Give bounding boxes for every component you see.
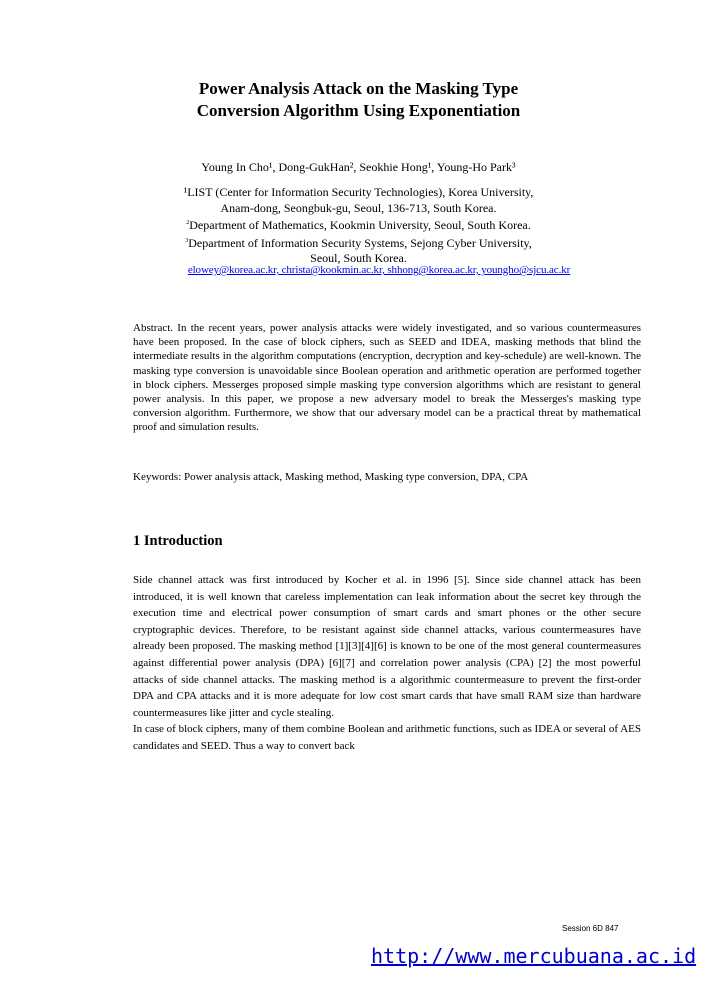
- paper-title: [0, 78, 717, 122]
- keywords: Keywords: Power analysis attack, Masking method, Masking type conversion, DPA, CPA: [133, 471, 529, 483]
- affiliation-line: ¹LIST (Center for Information Security Technologies), Korea University,: [183, 185, 534, 199]
- session-page-label: Session 6D 847: [562, 924, 619, 933]
- introduction-body: [133, 572, 641, 755]
- title-line-1: Power Analysis Attack on the Masking Type: [198, 79, 519, 98]
- intro-paragraph: Side channel attack was first introduced by Kocher et al. in 1996 [5]. Since side channel attack has been introduced, it is well known that careless implementation can leak information about the secret key through the execution time and electrical power consumption of smart cards and smart phones or the other secure cryptographic devices. Therefore, to be resistant against side channel attacks, various countermeasures have already been proposed. The masking method [1][3][4][6] is known to be one of the most general countermeasures against differential power analysis (DPA) [6][7] and correlation power analysis (CPA) [2] the most powerful attacks of side channel attacks. The masking method is a algorithmic countermeasure to prevent the first-order DPA and CPA attacks and it is more adequate for low cost smart cards that have small RAM size than hardware countermeasures like jitter and cycle stealing.: [133, 574, 641, 719]
- affiliation-line: Anam-dong, Seongbuk-gu, Seoul, 136-713, South Korea.: [220, 200, 497, 215]
- author-list: Young In Cho¹, Dong-GukHan², Seokhie Hong¹, Young-Ho Park³: [201, 160, 516, 174]
- affiliation-line: Seoul, South Korea.: [310, 251, 407, 265]
- section-heading-introduction: 1 Introduction: [133, 533, 223, 549]
- affiliation-line: $^3$Department of Information Security Systems, Sejong Cyber University,: [185, 235, 532, 250]
- intro-paragraph: In case of block ciphers, many of them combine Boolean and arithmetic functions, such as IDEA or several of AES candidates and SEED. Thus a way to convert back: [133, 723, 641, 752]
- title-line-2: Conversion Algorithm Using Exponentiation: [196, 101, 521, 120]
- footer-url-link[interactable]: http://www.mercubuana.ac.id: [371, 944, 697, 968]
- email-links[interactable]: elowey@korea.ac.kr, christa@kookmin.ac.kr, shhong@korea.ac.kr, youngho@sjcu.ac.kr: [187, 264, 571, 276]
- abstract: Abstract. In the recent years, power analysis attacks were widely investigated, and so various countermeasures have been proposed. In the case of block ciphers, such as SEED and IDEA, masking methods that blind the intermediate results in the algorithm computations (encryption, decryption and key-schedule) are well-known. The masking type conversion is unavoidable since Boolean operation and arithmetic operation are performed together in block ciphers. Messerges proposed simple masking type conversion algorithms which are resistant to general power analysis. In this paper, we propose a new adversary model to break the Messerges's masking type conversion algorithm. Furthermore, we show that our adversary model can be a practical threat by mathematical proof and simulation results.: [133, 322, 641, 434]
- affiliations: [0, 185, 717, 267]
- affiliation-line: $^2$Department of Mathematics, Kookmin University, Seoul, South Korea.: [186, 218, 531, 232]
